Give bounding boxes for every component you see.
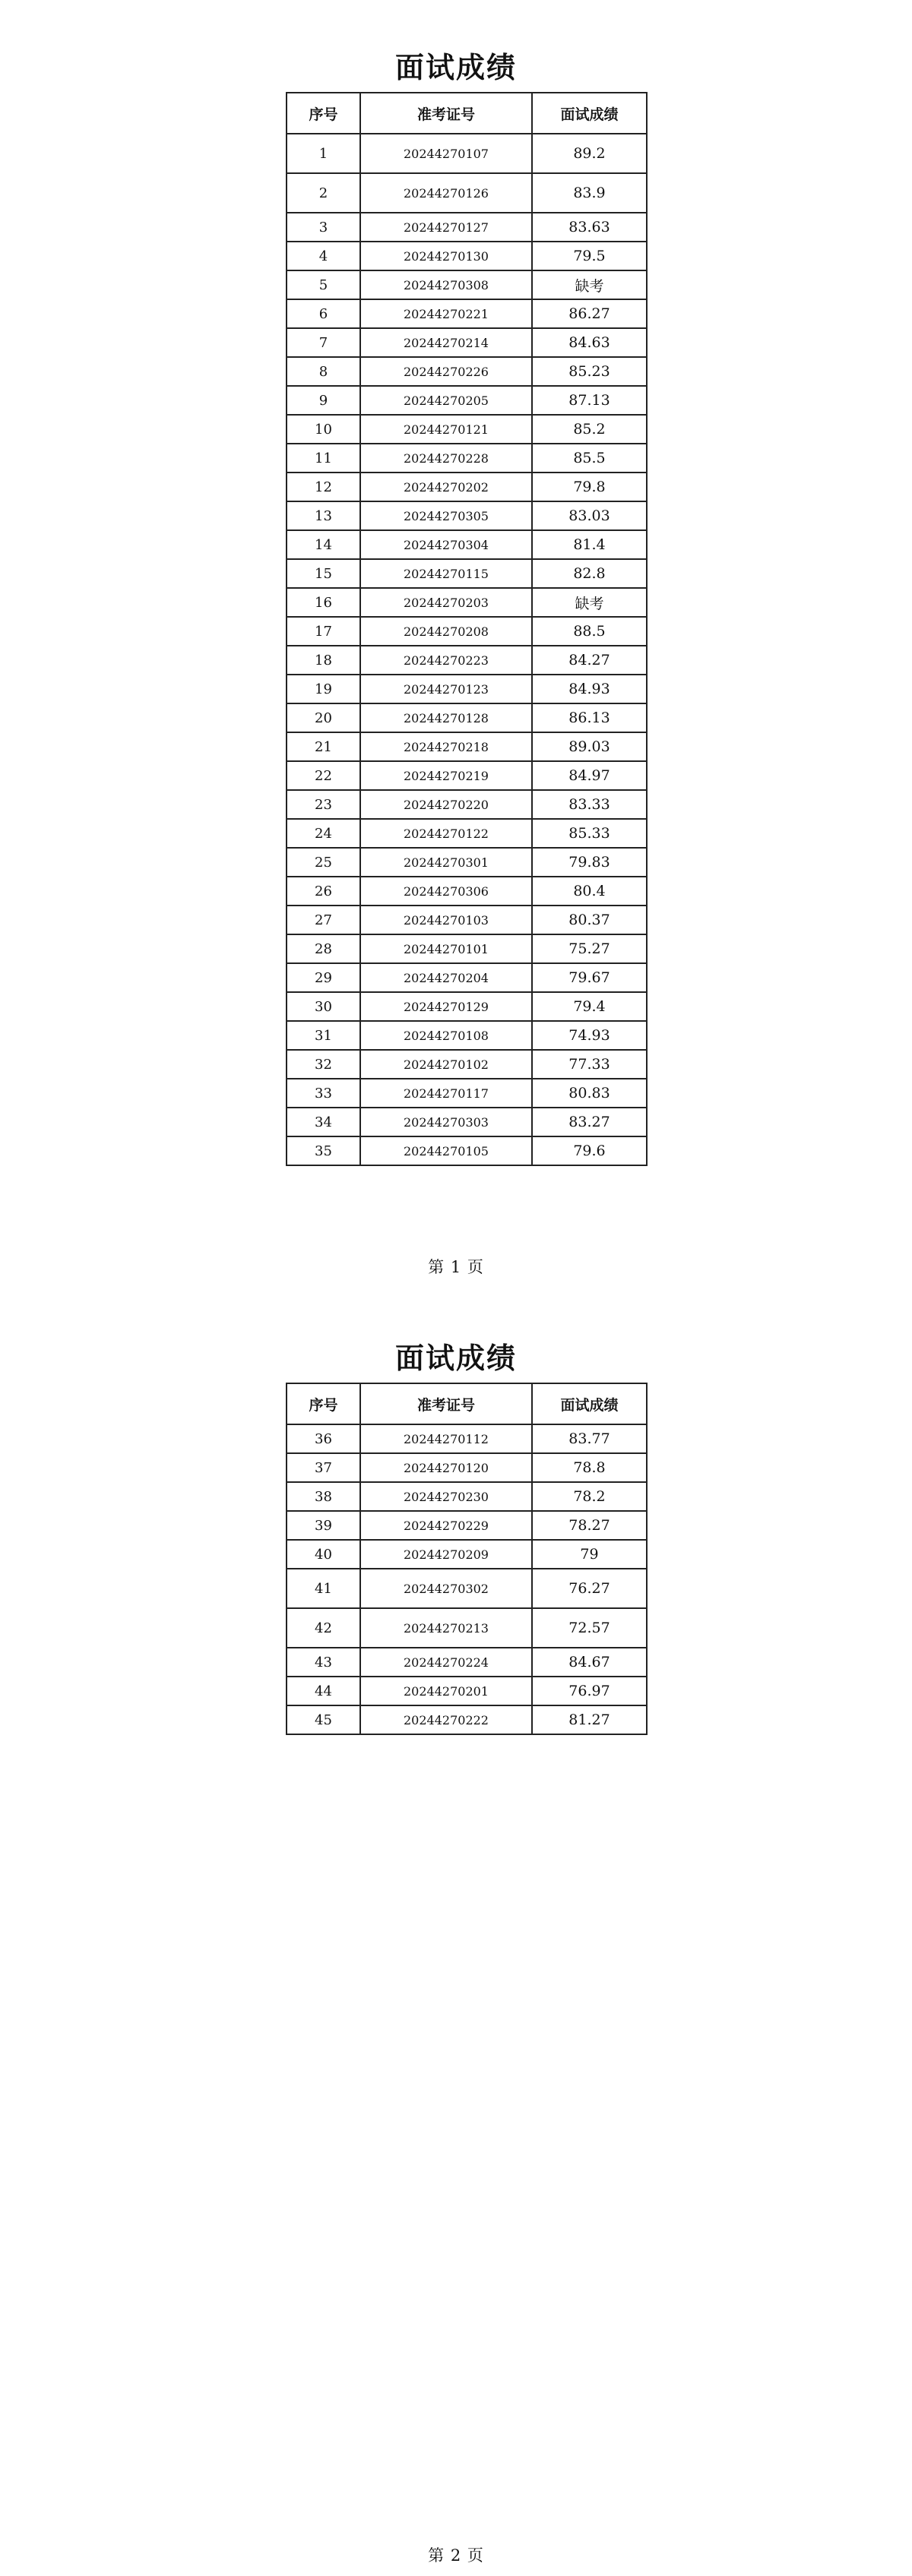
table-row bbox=[287, 1569, 647, 1608]
page-title: 面试成绩 bbox=[394, 1342, 517, 1375]
row-number: 35 bbox=[287, 1136, 360, 1165]
interview-score: 72.57 bbox=[532, 1608, 647, 1648]
row-number: 23 bbox=[287, 790, 360, 819]
row-number: 30 bbox=[287, 992, 360, 1021]
interview-score: 83.33 bbox=[532, 790, 647, 819]
table-row bbox=[287, 1453, 647, 1482]
interview-score: 87.13 bbox=[532, 386, 647, 415]
header-score: 面试成绩 bbox=[532, 93, 647, 134]
exam-id: 20244270201 bbox=[360, 1677, 532, 1705]
interview-score: 86.13 bbox=[532, 703, 647, 732]
exam-id: 20244270202 bbox=[360, 473, 532, 501]
interview-score: 84.67 bbox=[532, 1648, 647, 1677]
table-row bbox=[287, 703, 647, 732]
interview-score: 81.27 bbox=[532, 1705, 647, 1734]
row-number: 9 bbox=[287, 386, 360, 415]
row-number: 33 bbox=[287, 1079, 360, 1108]
row-number: 17 bbox=[287, 617, 360, 646]
exam-id: 20244270214 bbox=[360, 328, 532, 357]
row-number: 1 bbox=[287, 134, 360, 173]
interview-score: 84.63 bbox=[532, 328, 647, 357]
interview-score: 79.5 bbox=[532, 242, 647, 270]
table-row bbox=[287, 473, 647, 501]
table-row bbox=[287, 1540, 647, 1569]
table-row bbox=[287, 617, 647, 646]
table-row bbox=[287, 530, 647, 559]
exam-id: 20244270117 bbox=[360, 1079, 532, 1108]
page-number: 第 2 页 bbox=[428, 2546, 484, 2565]
exam-id: 20244270130 bbox=[360, 242, 532, 270]
interview-score: 79.67 bbox=[532, 963, 647, 992]
table-row bbox=[287, 134, 647, 173]
row-number: 37 bbox=[287, 1453, 360, 1482]
row-number: 4 bbox=[287, 242, 360, 270]
row-number: 19 bbox=[287, 675, 360, 703]
row-number: 42 bbox=[287, 1608, 360, 1648]
interview-score: 缺考 bbox=[532, 270, 647, 299]
exam-id: 20244270213 bbox=[360, 1608, 532, 1648]
exam-id: 20244270221 bbox=[360, 299, 532, 328]
row-number: 13 bbox=[287, 501, 360, 530]
exam-id: 20244270108 bbox=[360, 1021, 532, 1050]
row-number: 8 bbox=[287, 357, 360, 386]
interview-score: 83.77 bbox=[532, 1424, 647, 1453]
header-number: 序号 bbox=[287, 93, 360, 134]
table-row bbox=[287, 242, 647, 270]
row-number: 29 bbox=[287, 963, 360, 992]
exam-id: 20244270102 bbox=[360, 1050, 532, 1079]
exam-id: 20244270128 bbox=[360, 703, 532, 732]
exam-id: 20244270112 bbox=[360, 1424, 532, 1453]
exam-id: 20244270203 bbox=[360, 588, 532, 617]
table-row bbox=[287, 934, 647, 963]
table-row bbox=[287, 1482, 647, 1511]
interview-score: 76.27 bbox=[532, 1569, 647, 1608]
row-number: 44 bbox=[287, 1677, 360, 1705]
table-row bbox=[287, 1108, 647, 1136]
row-number: 5 bbox=[287, 270, 360, 299]
exam-id: 20244270230 bbox=[360, 1482, 532, 1511]
exam-id: 20244270121 bbox=[360, 415, 532, 444]
exam-id: 20244270305 bbox=[360, 501, 532, 530]
interview-score: 83.27 bbox=[532, 1108, 647, 1136]
table-row bbox=[287, 1677, 647, 1705]
exam-id: 20244270226 bbox=[360, 357, 532, 386]
exam-id: 20244270228 bbox=[360, 444, 532, 473]
table-header-row bbox=[287, 1383, 647, 1424]
exam-id: 20244270123 bbox=[360, 675, 532, 703]
exam-id: 20244270105 bbox=[360, 1136, 532, 1165]
table-row bbox=[287, 559, 647, 588]
row-number: 41 bbox=[287, 1569, 360, 1608]
row-number: 10 bbox=[287, 415, 360, 444]
table-row bbox=[287, 1705, 647, 1734]
interview-score: 83.9 bbox=[532, 173, 647, 213]
exam-id: 20244270101 bbox=[360, 934, 532, 963]
table-row bbox=[287, 877, 647, 906]
table-row bbox=[287, 790, 647, 819]
table-row bbox=[287, 992, 647, 1021]
table-row bbox=[287, 848, 647, 877]
table-row bbox=[287, 501, 647, 530]
row-number: 2 bbox=[287, 173, 360, 213]
exam-id: 20244270218 bbox=[360, 732, 532, 761]
interview-score: 85.2 bbox=[532, 415, 647, 444]
row-number: 11 bbox=[287, 444, 360, 473]
row-number: 14 bbox=[287, 530, 360, 559]
row-number: 7 bbox=[287, 328, 360, 357]
row-number: 12 bbox=[287, 473, 360, 501]
exam-id: 20244270223 bbox=[360, 646, 532, 675]
row-number: 20 bbox=[287, 703, 360, 732]
row-number: 25 bbox=[287, 848, 360, 877]
table-row bbox=[287, 1050, 647, 1079]
table-row bbox=[287, 444, 647, 473]
interview-score: 84.93 bbox=[532, 675, 647, 703]
interview-score: 85.23 bbox=[532, 357, 647, 386]
exam-id: 20244270301 bbox=[360, 848, 532, 877]
exam-id: 20244270120 bbox=[360, 1453, 532, 1482]
table-row bbox=[287, 1424, 647, 1453]
row-number: 16 bbox=[287, 588, 360, 617]
interview-score: 83.03 bbox=[532, 501, 647, 530]
interview-score: 89.2 bbox=[532, 134, 647, 173]
exam-id: 20244270222 bbox=[360, 1705, 532, 1734]
table-row bbox=[287, 1648, 647, 1677]
exam-id: 20244270107 bbox=[360, 134, 532, 173]
interview-score: 86.27 bbox=[532, 299, 647, 328]
exam-id: 20244270306 bbox=[360, 877, 532, 906]
table-row bbox=[287, 1079, 647, 1108]
interview-score: 79.4 bbox=[532, 992, 647, 1021]
row-number: 43 bbox=[287, 1648, 360, 1677]
interview-score: 缺考 bbox=[532, 588, 647, 617]
interview-score: 85.33 bbox=[532, 819, 647, 848]
row-number: 32 bbox=[287, 1050, 360, 1079]
table-row bbox=[287, 328, 647, 357]
exam-id: 20244270229 bbox=[360, 1511, 532, 1540]
header-number: 序号 bbox=[287, 1383, 360, 1424]
exam-id: 20244270103 bbox=[360, 906, 532, 934]
page-2 bbox=[0, 1291, 912, 2576]
exam-id: 20244270219 bbox=[360, 761, 532, 790]
table-row bbox=[287, 415, 647, 444]
table-row bbox=[287, 1608, 647, 1648]
exam-id: 20244270224 bbox=[360, 1648, 532, 1677]
exam-id: 20244270115 bbox=[360, 559, 532, 588]
row-number: 6 bbox=[287, 299, 360, 328]
exam-id: 20244270204 bbox=[360, 963, 532, 992]
interview-score: 76.97 bbox=[532, 1677, 647, 1705]
interview-score: 83.63 bbox=[532, 213, 647, 242]
row-number: 31 bbox=[287, 1021, 360, 1050]
interview-score: 85.5 bbox=[532, 444, 647, 473]
row-number: 34 bbox=[287, 1108, 360, 1136]
interview-score: 78.8 bbox=[532, 1453, 647, 1482]
score-table bbox=[286, 1383, 648, 1735]
table-row bbox=[287, 357, 647, 386]
table-row bbox=[287, 386, 647, 415]
table-row bbox=[287, 588, 647, 617]
row-number: 27 bbox=[287, 906, 360, 934]
row-number: 45 bbox=[287, 1705, 360, 1734]
interview-score: 79 bbox=[532, 1540, 647, 1569]
exam-id: 20244270304 bbox=[360, 530, 532, 559]
interview-score: 79.8 bbox=[532, 473, 647, 501]
interview-score: 80.83 bbox=[532, 1079, 647, 1108]
header-exam-id: 准考证号 bbox=[360, 1383, 532, 1424]
row-number: 15 bbox=[287, 559, 360, 588]
row-number: 26 bbox=[287, 877, 360, 906]
row-number: 39 bbox=[287, 1511, 360, 1540]
interview-score: 88.5 bbox=[532, 617, 647, 646]
exam-id: 20244270308 bbox=[360, 270, 532, 299]
exam-id: 20244270303 bbox=[360, 1108, 532, 1136]
interview-score: 81.4 bbox=[532, 530, 647, 559]
exam-id: 20244270220 bbox=[360, 790, 532, 819]
table-row bbox=[287, 1021, 647, 1050]
interview-score: 80.37 bbox=[532, 906, 647, 934]
exam-id: 20244270122 bbox=[360, 819, 532, 848]
table-row bbox=[287, 213, 647, 242]
table-row bbox=[287, 819, 647, 848]
table-row bbox=[287, 646, 647, 675]
row-number: 3 bbox=[287, 213, 360, 242]
interview-score: 78.2 bbox=[532, 1482, 647, 1511]
table-row bbox=[287, 173, 647, 213]
header-exam-id: 准考证号 bbox=[360, 93, 532, 134]
interview-score: 84.27 bbox=[532, 646, 647, 675]
interview-score: 82.8 bbox=[532, 559, 647, 588]
table-row bbox=[287, 732, 647, 761]
exam-id: 20244270302 bbox=[360, 1569, 532, 1608]
table-row bbox=[287, 761, 647, 790]
header-score: 面试成绩 bbox=[532, 1383, 647, 1424]
row-number: 36 bbox=[287, 1424, 360, 1453]
row-number: 40 bbox=[287, 1540, 360, 1569]
page-title: 面试成绩 bbox=[394, 51, 517, 84]
interview-score: 74.93 bbox=[532, 1021, 647, 1050]
exam-id: 20244270126 bbox=[360, 173, 532, 213]
exam-id: 20244270129 bbox=[360, 992, 532, 1021]
table-row bbox=[287, 299, 647, 328]
row-number: 28 bbox=[287, 934, 360, 963]
interview-score: 80.4 bbox=[532, 877, 647, 906]
row-number: 24 bbox=[287, 819, 360, 848]
exam-id: 20244270127 bbox=[360, 213, 532, 242]
interview-score: 77.33 bbox=[532, 1050, 647, 1079]
row-number: 38 bbox=[287, 1482, 360, 1511]
table-row bbox=[287, 675, 647, 703]
table-row bbox=[287, 1511, 647, 1540]
score-table bbox=[286, 92, 648, 1166]
interview-score: 89.03 bbox=[532, 732, 647, 761]
interview-score: 79.83 bbox=[532, 848, 647, 877]
exam-id: 20244270209 bbox=[360, 1540, 532, 1569]
page-number: 第 1 页 bbox=[428, 1258, 484, 1276]
table-row bbox=[287, 1136, 647, 1165]
interview-score: 78.27 bbox=[532, 1511, 647, 1540]
interview-score: 75.27 bbox=[532, 934, 647, 963]
table-row bbox=[287, 270, 647, 299]
row-number: 22 bbox=[287, 761, 360, 790]
exam-id: 20244270205 bbox=[360, 386, 532, 415]
interview-score: 79.6 bbox=[532, 1136, 647, 1165]
row-number: 18 bbox=[287, 646, 360, 675]
interview-score: 84.97 bbox=[532, 761, 647, 790]
table-row bbox=[287, 963, 647, 992]
table-row bbox=[287, 906, 647, 934]
table-header-row bbox=[287, 93, 647, 134]
exam-id: 20244270208 bbox=[360, 617, 532, 646]
row-number: 21 bbox=[287, 732, 360, 761]
